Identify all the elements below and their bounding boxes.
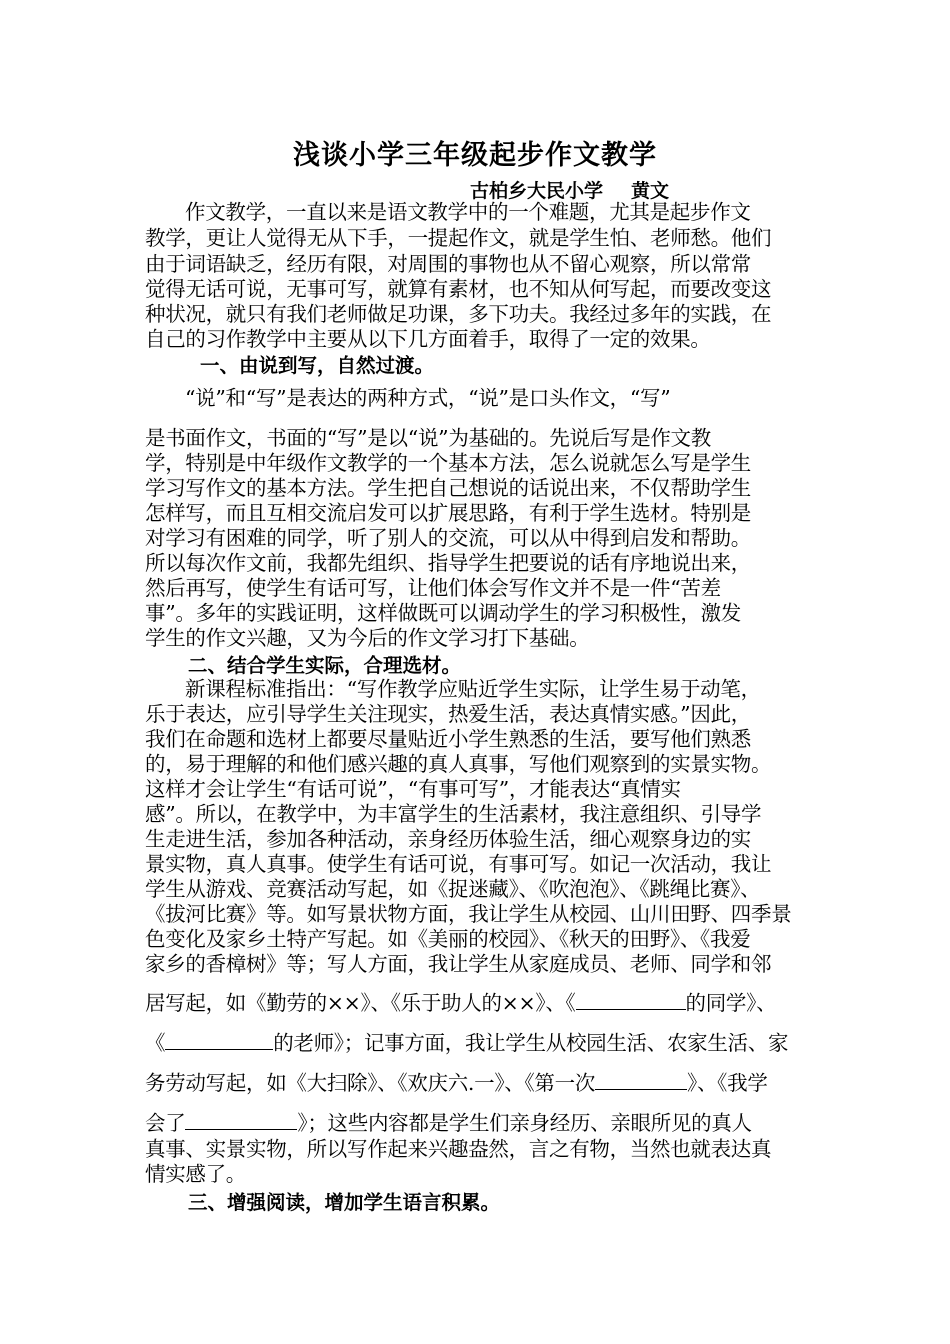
blank-line-text: 会了 (145, 1111, 186, 1135)
blank-line-text: 的同学》、 (685, 991, 777, 1015)
intro-line: 由于词语缺乏，经历有限，对周围的事物也从不留心观察，所以常常 (145, 252, 751, 276)
paragraph-line: 生走进生活，参加各种活动，亲身经历体验生活，细心观察身边的实 (145, 827, 751, 851)
paragraph-line-with-blank (145, 1030, 788, 1056)
byline-school: 古柏乡大民小学 (470, 180, 604, 202)
intro-line: 觉得无话可说，无事可写，就算有素材，也不知从何写起，而要改变这 (145, 277, 772, 301)
section-heading: 二、结合学生实际，合理选材。 (188, 654, 462, 677)
blank-line-text: 居写起，如《勤劳的××》、《乐于助人的××》、《 (145, 991, 576, 1015)
paragraph-line: 《拔河比赛》等。如写景状物方面，我让学生从校园、山川田野、四季景 (145, 902, 792, 926)
paragraph-line: 情实感了。 (145, 1162, 246, 1186)
paragraph-line: 真事、实景实物，所以写作起来兴趣盎然，言之有物，当然也就表达真 (145, 1137, 772, 1161)
blank-line-text: 》；这些内容都是学生们亲身经历、亲眼所见的真人 (297, 1111, 752, 1135)
paragraph-line: 乐于表达，应引导学生关注现实，热爱生活，表达真情实感。”因此， (145, 702, 751, 726)
paragraph-line: 感”。所以，在教学中，为丰富学生的生活素材，我注意组织、引导学 (145, 802, 762, 826)
paragraph-line: 是书面作文，书面的“写”是以“说”为基础的。先说后写是作文教 (145, 426, 711, 450)
paragraph-line: 所以每次作文前，我都先组织、指导学生把要说的话有序地说出来， (145, 551, 751, 575)
fill-in-blank (576, 991, 686, 1010)
paragraph-line: 然后再写，使学生有话可写，让他们体会写作文并不是一件“苦差 (145, 576, 721, 600)
intro-line: 自己的习作教学中主要从以下几方面着手，取得了一定的效果。 (145, 327, 711, 351)
paragraph-line: 新课程标准指出：“写作教学应贴近学生实际，让学生易于动笔， (185, 677, 761, 701)
paragraph-line: 学习写作文的基本方法。学生把自己想说的话说出来，不仅帮助学生 (145, 476, 751, 500)
fill-in-blank (595, 1071, 687, 1090)
intro-line: 教学，更让人觉得无从下手，一提起作文，就是学生怕、老师愁。他们 (145, 226, 772, 250)
paragraph-line: 色变化及家乡土特产写起。如《美丽的校园》、《秋天的田野》、《我爱 (145, 927, 751, 951)
paragraph-line: 家乡的香樟树》等；写人方面，我让学生从家庭成员、老师、同学和邻 (145, 952, 772, 976)
paragraph-line: 怎样写，而且互相交流启发可以扩展思路，有利于学生选材。特别是 (145, 501, 751, 525)
paragraph-line: 学生的作文兴趣，又为今后的作文学习打下基础。 (145, 626, 590, 650)
paragraph-line: 这样才会让学生“有话可说”，“有事可写”，才能表达“真情实 (145, 777, 681, 801)
blank-line-text: 《 (145, 1031, 166, 1055)
paragraph-line: 事”。多年的实践证明，这样做既可以调动学生的学习积极性，激发 (145, 601, 741, 625)
paragraph-line: “说”和“写”是表达的两种方式，“说”是口头作文，“写” (185, 386, 671, 410)
blank-line-text: 务劳动写起，如《大扫除》、《欢庆六.一》、《第一次 (145, 1071, 596, 1095)
paragraph-line: 我们在命题和选材上都要尽量贴近小学生熟悉的生活，要写他们熟悉 (145, 727, 751, 751)
paragraph-line: 的，易于理解的和他们感兴趣的真人真事，写他们观察到的实景实物。 (145, 752, 772, 776)
document-title: 浅谈小学三年级起步作文教学 (293, 140, 657, 171)
section-heading: 一、由说到写，自然过渡。 (200, 354, 435, 377)
paragraph-line: 学，特别是中年级作文教学的一个基本方法，怎么说就怎么写是学生 (145, 451, 751, 475)
blank-line-text: 的老师》；记事方面，我让学生从校园生活、农家生活、家 (273, 1031, 789, 1055)
intro-line: 作文教学，一直以来是语文教学中的一个难题，尤其是起步作文 (185, 200, 751, 224)
paragraph-line: 景实物，真人真事。使学生有话可说，有事可写。如记一次活动，我让 (145, 852, 772, 876)
intro-line: 种状况，就只有我们老师做足功课，多下功夫。我经过多年的实践，在 (145, 302, 772, 326)
paragraph-line: 学生从游戏、竞赛活动写起，如《捉迷藏》、《吹泡泡》、《跳绳比赛》、 (145, 877, 761, 901)
fill-in-blank (185, 1111, 297, 1130)
paragraph-line-with-blank (145, 1110, 752, 1136)
paragraph-line-with-blank (145, 1070, 768, 1096)
fill-in-blank (165, 1031, 273, 1050)
blank-line-text: 》、《我学 (687, 1071, 768, 1095)
paragraph-line-with-blank (145, 990, 776, 1016)
paragraph-line: 对学习有困难的同学，听了别人的交流，可以从中得到启发和帮助。 (145, 526, 751, 550)
byline-author: 黄文 (631, 180, 670, 202)
section-heading: 三、增强阅读，增加学生语言积累。 (188, 1191, 501, 1214)
